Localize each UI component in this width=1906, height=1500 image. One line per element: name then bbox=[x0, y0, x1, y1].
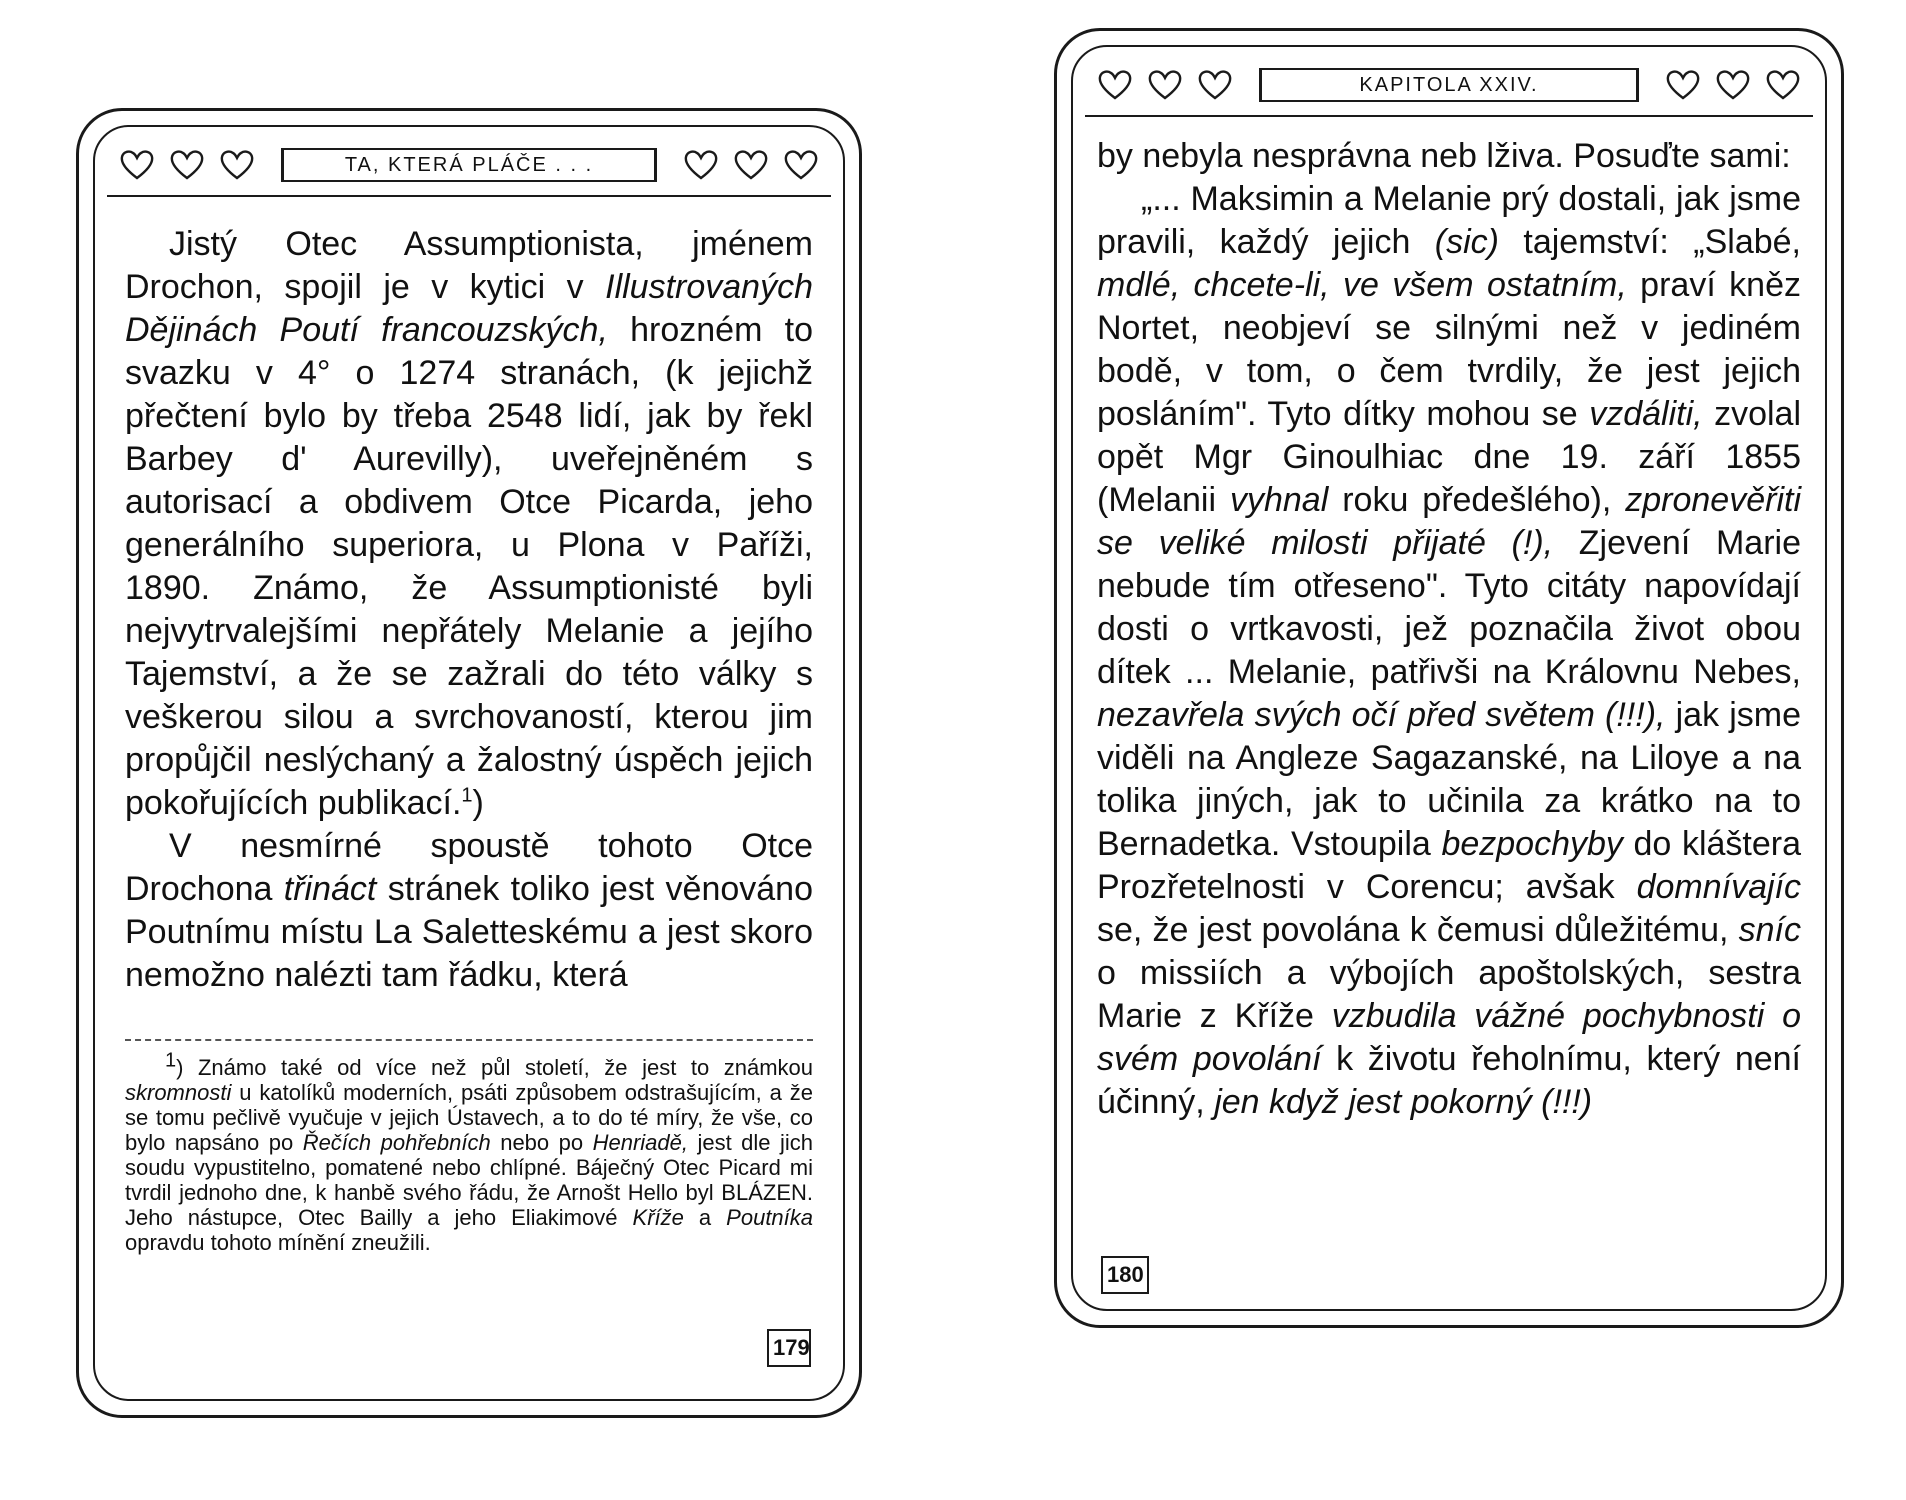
heart-icon bbox=[119, 149, 155, 181]
italic-text: vzbudila vážné pochybnosti o svém povolání bbox=[1097, 997, 1801, 1078]
right-header-hearts-right bbox=[1653, 69, 1813, 101]
heart-icon bbox=[1665, 69, 1701, 101]
text-run: praví kněz Nortet, neobjeví se silnými než v jediném bodě, v tom, o čem tvrdily, že jest jejich posláním". Tyto dítky mohou se bbox=[1097, 266, 1801, 433]
text-run: ) Známo také od více než půl století, že jest to známkou bbox=[176, 1055, 813, 1080]
right-header-hearts-left bbox=[1085, 69, 1245, 101]
italic-text: (sic) bbox=[1434, 223, 1499, 261]
paragraph bbox=[1097, 178, 1801, 1124]
text-run: V nesmírné spoustě tohoto Otce Drochona bbox=[125, 827, 813, 908]
text-run: se, že jest povolána k čemusi důležitému, bbox=[1097, 911, 1739, 949]
text-run: opravdu tohoto mínění zneužili. bbox=[125, 1230, 431, 1255]
italic-text: třináct bbox=[283, 870, 377, 908]
italic-text: jen když jest pokorný (!!!) bbox=[1214, 1083, 1593, 1121]
italic-text: bezpochyby bbox=[1441, 825, 1623, 863]
italic-text: nezavřela svých očí před světem (!!!), bbox=[1097, 696, 1666, 734]
footnote-marker: 1 bbox=[165, 1049, 177, 1072]
italic-text: skromnosti bbox=[125, 1080, 232, 1105]
right-page-body bbox=[1097, 135, 1801, 1124]
italic-text: vyhnal bbox=[1229, 481, 1329, 519]
italic-text: Poutníka bbox=[726, 1205, 814, 1230]
running-title: TA, KTERÁ PLÁČE . . . bbox=[281, 148, 657, 182]
text-run: hrozném to svazku v 4° o 1274 stranách, (k jejichž přečtení bylo by třeba 2548 lidí, jak by řekl Barbey d' Aurevilly), uveřejněném s autorisací a obdivem Otce Picarda, jeho generálního superiora, u Plona v Paříži, 1890. Známo, že Assumptionisté byli nejvytrvalejšími nepřátely Melanie a jejího Tajemství, a že se zažrali do této války s veškerou silou a svrchovaností, kterou jim propůjčil neslýchaný a žalostný úspěch jejich pokořujících publikací. bbox=[125, 311, 813, 822]
paragraph bbox=[1097, 135, 1801, 178]
italic-text: zpronevěřiti se veliké milosti přijaté (!), bbox=[1097, 481, 1801, 562]
heart-icon bbox=[1147, 69, 1183, 101]
right-page bbox=[1054, 28, 1844, 1328]
text-run: nebo po bbox=[490, 1130, 593, 1155]
heart-icon bbox=[1097, 69, 1133, 101]
footnote-text bbox=[125, 1049, 814, 1255]
left-page bbox=[76, 108, 862, 1418]
italic-text: Řečích pohřebních bbox=[302, 1130, 491, 1155]
footnote bbox=[125, 1049, 814, 1255]
text-run: a bbox=[683, 1205, 727, 1230]
left-header-hearts-right bbox=[671, 149, 831, 181]
text-run: tajemství: „Slabé, bbox=[1498, 223, 1801, 261]
text-run: roku předešlého), bbox=[1328, 481, 1626, 519]
paragraph bbox=[125, 223, 813, 825]
text-run: jest dle jich soudu vypustitelno, pomatené nebo chlípné. Báječný Otec Picard mi tvrdil jednoho dne, k hanbě svého řádu, že Arnošt Hello byl BLÁZEN. Jeho nástupce, Otec Bailly a jeho Eliakimové bbox=[125, 1130, 814, 1230]
heart-icon bbox=[783, 149, 819, 181]
page-number: 179 bbox=[767, 1329, 811, 1367]
page-number: 180 bbox=[1101, 1256, 1149, 1294]
text-run: by nebyla nesprávna neb lživa. Posuďte sami: bbox=[1097, 137, 1791, 175]
italic-text: Kříže bbox=[632, 1205, 684, 1230]
heart-icon bbox=[733, 149, 769, 181]
text-run: o missiích a výbojích apoštolských, sestra Marie z Kříže bbox=[1097, 954, 1801, 1035]
text-run: k životu řeholnímu, který není účinný, bbox=[1097, 1040, 1801, 1121]
text-run: ) bbox=[472, 784, 484, 822]
heart-icon bbox=[219, 149, 255, 181]
running-title: KAPITOLA XXIV. bbox=[1259, 68, 1639, 102]
italic-text: mdlé, chcete-li, ve všem ostatním, bbox=[1097, 266, 1627, 304]
text-run: do kláštera Prozřetelnosti v Corencu; avšak bbox=[1097, 825, 1801, 906]
text-run: „... Maksimin a Melanie prý dostali, jak jsme pravili, každý jejich bbox=[1097, 180, 1801, 261]
italic-text: domnívajíc bbox=[1636, 868, 1801, 906]
heart-icon bbox=[169, 149, 205, 181]
heart-icon bbox=[1715, 69, 1751, 101]
text-run: stránek toliko jest věnováno Poutnímu místu La Saletteskému a jest skoro nemožno nalézti tam řádku, která bbox=[125, 870, 813, 994]
heart-icon bbox=[1765, 69, 1801, 101]
left-page-body bbox=[125, 223, 813, 997]
footnote-marker: 1 bbox=[461, 784, 473, 807]
italic-text: Henriadě, bbox=[592, 1130, 688, 1155]
paragraph bbox=[125, 825, 813, 997]
right-page-header bbox=[1085, 55, 1813, 117]
text-run: Zjevení Marie nebude tím otřeseno". Tyto citáty napovídají dosti o vrtkavosti, jež poznačila život obou dítek ... Melanie, patřivši na Královnu Nebes, bbox=[1097, 524, 1801, 691]
left-header-hearts-left bbox=[107, 149, 267, 181]
text-run: jak jsme viděli na Angleze Sagazanské, na Liloye a na tolika jiných, jak to učinila za krátko na to Bernadetka. Vstoupila bbox=[1097, 696, 1802, 863]
footnote-separator bbox=[125, 1039, 813, 1041]
heart-icon bbox=[683, 149, 719, 181]
text-run: Jistý Otec Assumptionista, jménem Drochon, spojil je v kytici v bbox=[125, 225, 813, 306]
italic-text: sníc bbox=[1738, 911, 1801, 949]
heart-icon bbox=[1197, 69, 1233, 101]
italic-text: Illustrovaných Dějinách Poutí francouzských, bbox=[125, 268, 813, 349]
text-run: zvolal opět Mgr Ginoulhiac dne 19. září 1855 (Melanii bbox=[1097, 395, 1802, 519]
left-page-header bbox=[107, 135, 831, 197]
text-run: u katolíků moderních, psáti způsobem odstrašujícím, a že se tomu pečlivě vyučuje v jejich Ústavech, a to do té míry, že vše, co bylo napsáno po bbox=[125, 1080, 813, 1155]
italic-text: vzdáliti, bbox=[1589, 395, 1703, 433]
